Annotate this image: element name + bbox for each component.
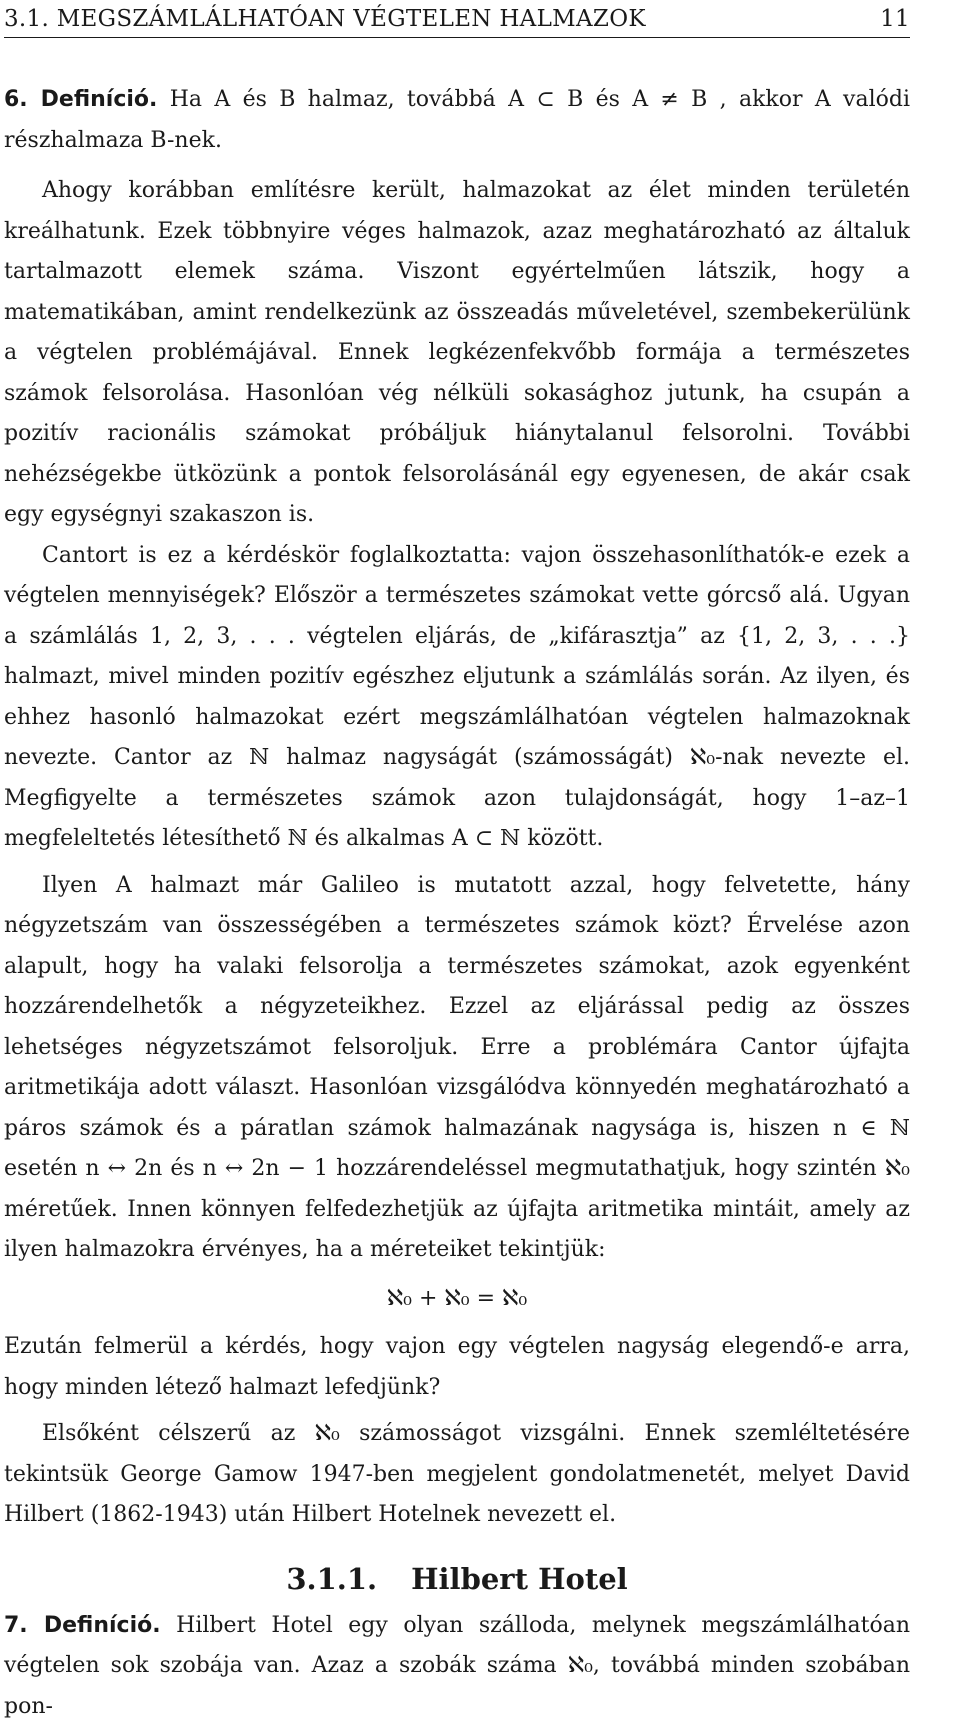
- definition-7-label: 7. Definíció.: [4, 1613, 161, 1638]
- definition-6-label: 6. Definíció.: [4, 87, 157, 112]
- definition-6-text: Ha A és B halmaz, továbbá A ⊂ B és A ≠ B , akkor A valódi részhalmaza B-nek.: [4, 87, 910, 153]
- paragraph-2: Cantort is ez a kérdéskör foglalkoztatta: vajon összehasonlíthatók-e ezek a végtelen mennyiségek? Először a természetes számokat vette górcső alá. Ugyan a számlálás 1, 2, 3, . . . végtelen eljárás, de „kifárasztja” az {1, 2, 3, . . .} halmazt, mivel minden pozitív egészhez eljutunk a számlálás során. Az ilyen, és ehhez hasonló halmazokat ezért megszámlálhatóan végtelen halmazoknak nevezte. Cantor az ℕ halmaz nagyságát (számosságát) ℵ₀-nak nevezte el. Megfigyelte a természetes számok azon tulajdonságát, hogy 1–az–1 megfeleltetés létesíthető ℕ és alkalmas A ⊂ ℕ között.: [4, 536, 910, 860]
- section-title: Hilbert Hotel: [411, 1562, 628, 1596]
- header-title: 3.1. MEGSZÁMLÁLHATÓAN VÉGTELEN HALMAZOK: [4, 6, 646, 32]
- running-header: [4, 6, 910, 36]
- body-text: [4, 80, 910, 1727]
- definition-7-text: Hilbert Hotel egy olyan szálloda, melynek megszámlálhatóan végtelen sok szobája van. Azaz a szobák száma ℵ₀, továbbá minden szobában pon-: [4, 1613, 910, 1719]
- section-heading: [4, 1558, 910, 1600]
- page-number: 11: [880, 6, 910, 32]
- equation-aleph-sum: ℵ₀ + ℵ₀ = ℵ₀: [4, 1279, 910, 1320]
- definition-6: [4, 80, 910, 161]
- paragraph-1: Ahogy korábban említésre került, halmazokat az élet minden területén kreálhatunk. Ezek többnyire véges halmazok, azaz meghatározható az általuk tartalmazott elemek száma. Viszont egyértelműen látszik, hogy a matematikában, amint rendelkezünk az összeadás műveletével, szembekerülünk a végtelen problémájával. Ennek legkézenfekvőbb formája a természetes számok felsorolása. Hasonlóan vég nélküli sokasághoz jutunk, ha csupán a pozitív racionális számokat próbáljuk hiánytalanul felsorolni. További nehézségekbe ütközünk a pontok felsorolásánál egy egyenesen, de akár csak egy egységnyi szakaszon is.: [4, 171, 910, 536]
- header-rule: [4, 37, 910, 38]
- paragraph-3: Ilyen A halmazt már Galileo is mutatott azzal, hogy felvetette, hány négyzetszám van összességében a természetes számok közt? Érvelése azon alapult, hogy ha valaki felsorolja a természetes számokat, azok egyenként hozzárendelhetők a négyzeteikhez. Ezzel az eljárással pedig az összes lehetséges négyzetszámot felsoroljuk. Erre a problémára Cantor újfajta aritmetikája adott választ. Hasonlóan vizsgálódva könnyedén meghatározható a páros számok és a páratlan számok halmazának nagysága is, hiszen n ∈ ℕ esetén n ↔ 2n és n ↔ 2n − 1 hozzárendeléssel megmutathatjuk, hogy szintén ℵ₀ méretűek. Innen könnyen felfedezhetjük az újfajta aritmetika mintáit, amely az ilyen halmazokra érvényes, ha a méreteiket tekintjük:: [4, 866, 910, 1271]
- definition-7: [4, 1606, 910, 1727]
- paragraph-4: Ezután felmerül a kérdés, hogy vajon egy végtelen nagyság elegendő-e arra, hogy minden létező halmazt lefedjünk?: [4, 1327, 910, 1408]
- paragraph-5: Elsőként célszerű az ℵ₀ számosságot vizsgálni. Ennek szemléltetésére tekintsük George Gamow 1947-ben megjelent gondolatmenetét, melyet David Hilbert (1862-1943) után Hilbert Hotelnek nevezett el.: [4, 1414, 910, 1536]
- section-number: 3.1.1.: [286, 1562, 377, 1596]
